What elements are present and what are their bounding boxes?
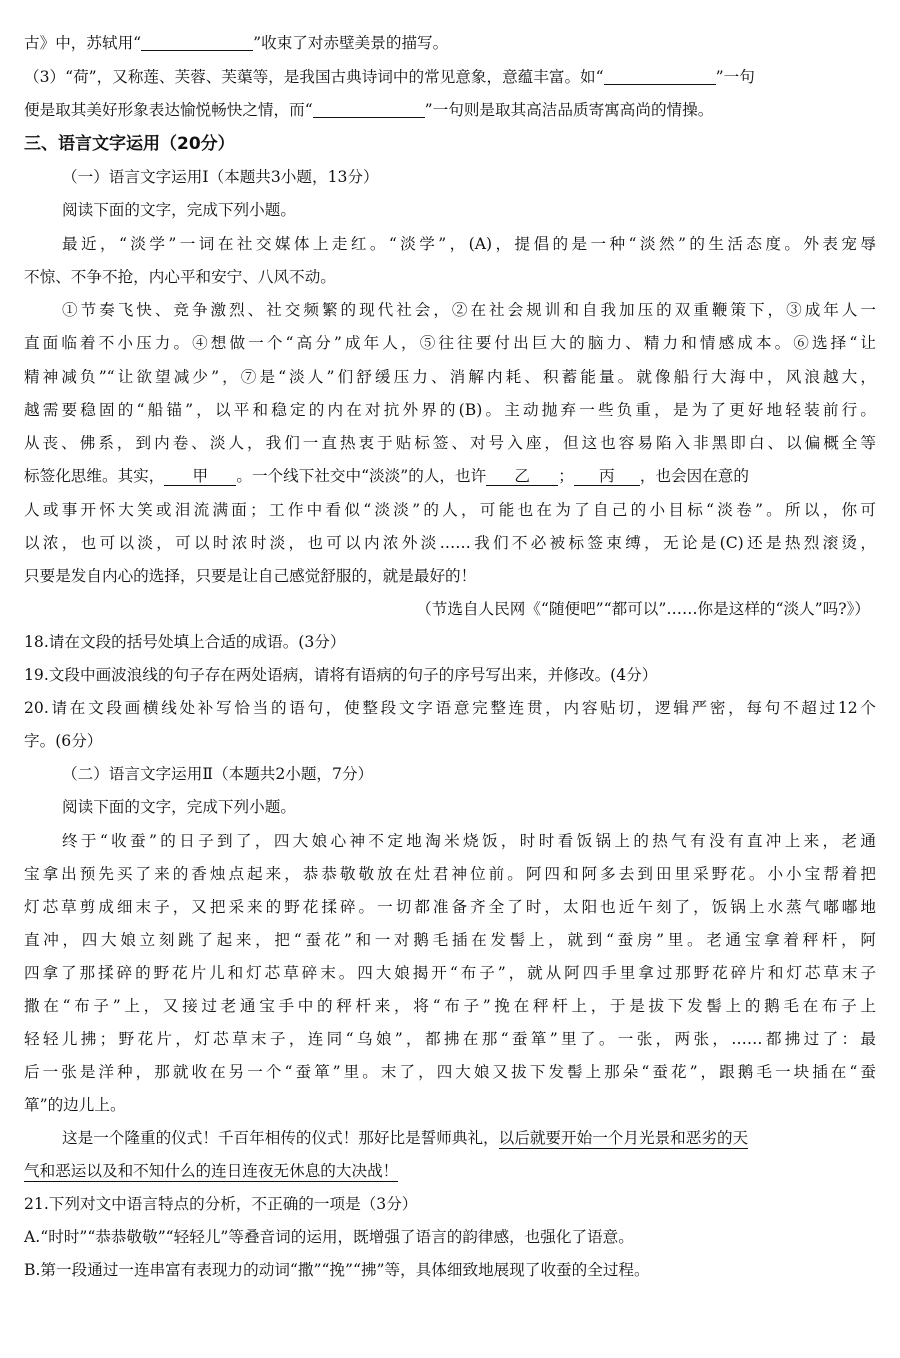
question-20: 20.请在文段画横线处补写恰当的语句，使整段文字语意完整连贯，内容贴切，逻辑严密，每句不超过12个	[24, 699, 876, 717]
part2-intro: 阅读下面的文字，完成下列小题。	[62, 798, 296, 816]
text: （3）“荷”，又称莲、芙蓉、芙蕖等，是我国古典诗词中的常见意象，意蕴丰富。如“	[24, 68, 604, 86]
text: 这是一个隆重的仪式！千百年相传的仪式！那好比是誓师典礼，	[62, 1129, 499, 1147]
passage2-line: 终于“收蚕”的日子到了，四大娘心神不定地淘米烧饭，时时看饭锅上的热气有没有直冲上来，老通	[62, 832, 876, 850]
question-18: 18.请在文段的括号处填上合适的成语。(3分）	[24, 633, 346, 651]
passage2-line: 箪”的边儿上。	[24, 1096, 126, 1114]
text: ”收束了对赤壁美景的描写。	[253, 34, 449, 52]
passage2-line: 灯芯草剪成细末子，又把采来的野花揉碎。一切都准备齐全了时，太阳也近午刻了，饭锅上水蒸气嘟嘟地	[24, 898, 876, 916]
passage1-line: 从丧、佛系，到内卷、淡人，我们一直热衷于贴标签、对号入座，但这也容易陷入非黑即白、以偏概全等	[24, 434, 876, 452]
question-21: 21.下列对文中语言特点的分析，不正确的一项是（3分）	[24, 1195, 418, 1213]
section-title: 三、语言文字运用（20分）	[24, 134, 235, 154]
passage1-line: 直面临着不小压力。④想做一个“高分”成年人，⑤往往要付出巨大的脑力、精力和情感成本。⑥选择“让	[24, 334, 876, 352]
passage2-line: 撒在“布子”上，又接过老通宝手中的秤杆来，将“布子”挽在秤杆上，于是拔下发髻上的鹅毛在布子上	[24, 997, 876, 1015]
text: ；	[558, 467, 574, 485]
passage2-line: 四拿了那揉碎的野花片儿和灯芯草碎末。四大娘揭开“布子”，就从阿四手里拿过那野花碎片和灯芯草末子	[24, 964, 876, 982]
question-20-cont: 字。(6分）	[24, 732, 103, 750]
underlined-sentence: 气和恶运以及和不知什么的连日连夜无休息的大决战！	[24, 1162, 399, 1180]
underlined-sentence: 以后就要开始一个月光景和恶劣的天	[498, 1129, 749, 1147]
passage2-line: 直冲，四大娘立刻跳了起来，把“蚕花”和一对鹅毛插在发髻上，就到“蚕房”里。老通宝拿着秤杆，阿	[24, 931, 876, 949]
passage2-line: 轻轻儿拂；野花片，灯芯草末子，连同“乌娘”，都拂在那“蚕箪”里了。一张，两张，……都拂过了：最	[24, 1030, 876, 1048]
text: ”一句	[715, 68, 755, 86]
part1-intro: 阅读下面的文字，完成下列小题。	[62, 201, 296, 219]
passage2-underlined-line	[62, 1127, 876, 1149]
part1-title: （一）语言文字运用Ⅰ（本题共3小题，13分）	[62, 168, 379, 186]
text: 古》中，苏轼用“	[24, 34, 142, 52]
text: ”一句则是取其高洁品质寄寓高尚的情操。	[424, 101, 714, 119]
passage1-line: 精神减负”“让欲望减少”，⑦是“淡人”们舒缓压力、消解内耗、积蓄能量。就像船行大海中，风浪越大，	[24, 368, 876, 386]
text: 标签化思维。其实，	[24, 467, 165, 485]
blank-yi[interactable]: 乙	[486, 467, 558, 486]
passage1-line: 不惊、不争不抢，内心平和安宁、八风不动。	[24, 268, 336, 286]
poem-line-2	[24, 66, 876, 88]
blank-bing[interactable]: 丙	[574, 467, 640, 486]
text: 。一个线下社交中“淡淡”的人，也许	[236, 467, 487, 485]
option-a[interactable]: A.“时时”“恭恭敬敬”“轻轻儿”等叠音词的运用，既增强了语言的韵律感，也强化了语意。	[24, 1228, 634, 1246]
answer-blank[interactable]	[313, 101, 425, 118]
answer-blank[interactable]	[604, 68, 716, 85]
blank-jia[interactable]: 甲	[164, 467, 236, 486]
passage2-underlined-line	[24, 1160, 876, 1182]
passage2-line: 后一张是洋种，那就收在另一个“蚕箪”里。末了，四大娘又拔下发髻上那朵“蚕花”，跟鹅毛一块插在“蚕	[24, 1063, 876, 1081]
passage2-line: 宝拿出预先买了来的香烛点起来，恭恭敬敬放在灶君神位前。阿四和阿多去到田里采野花。小小宝帮着把	[24, 865, 876, 883]
part2-title: （二）语言文字运用Ⅱ（本题共2小题，7分）	[62, 765, 374, 783]
poem-line-3	[24, 99, 876, 121]
source-citation: （节选自人民网《“随便吧”“都可以”……你是这样的“淡人”吗?》）	[416, 600, 870, 618]
passage1-line-blanks	[24, 465, 876, 487]
question-19: 19.文段中画波浪线的句子存在两处语病，请将有语病的句子的序号写出来，并修改。(4分）	[24, 666, 658, 684]
passage1-line: 越需要稳固的“船锚”，以平和稳定的内在对抗外界的(B)。主动抛弃一些负重，是为了更好地轻装前行。	[24, 401, 876, 419]
poem-line-1	[24, 32, 876, 54]
passage1-line: ①节奏飞快、竞争激烈、社交频繁的现代社会，②在社会规训和自我加压的双重鞭策下，③成年人一	[62, 301, 876, 319]
text: 便是取其美好形象表达愉悦畅快之情，而“	[24, 101, 313, 119]
passage1-line: 最近，“淡学”一词在社交媒体上走红。“淡学”，(A)，提倡的是一种“淡然”的生活态度。外表宠辱	[62, 235, 876, 253]
text: ，也会因在意的	[639, 467, 749, 485]
passage1-line: 以浓，也可以淡，可以时浓时淡，也可以内浓外淡……我们不必被标签束缚，无论是(C)还是热烈滚烫，	[24, 534, 876, 552]
passage1-line: 只要是发自内心的选择，只要是让自己感觉舒服的，就是最好的！	[24, 567, 477, 585]
option-b[interactable]: B.第一段通过一连串富有表现力的动词“撒”“挽”“拂”等，具体细致地展现了收蚕的全过程。	[24, 1261, 650, 1279]
answer-blank[interactable]	[141, 34, 253, 51]
passage1-line: 人或事开怀大笑或泪流满面；工作中看似“淡淡”的人，可能也在为了自己的小目标“淡卷”。所以，你可	[24, 501, 876, 519]
